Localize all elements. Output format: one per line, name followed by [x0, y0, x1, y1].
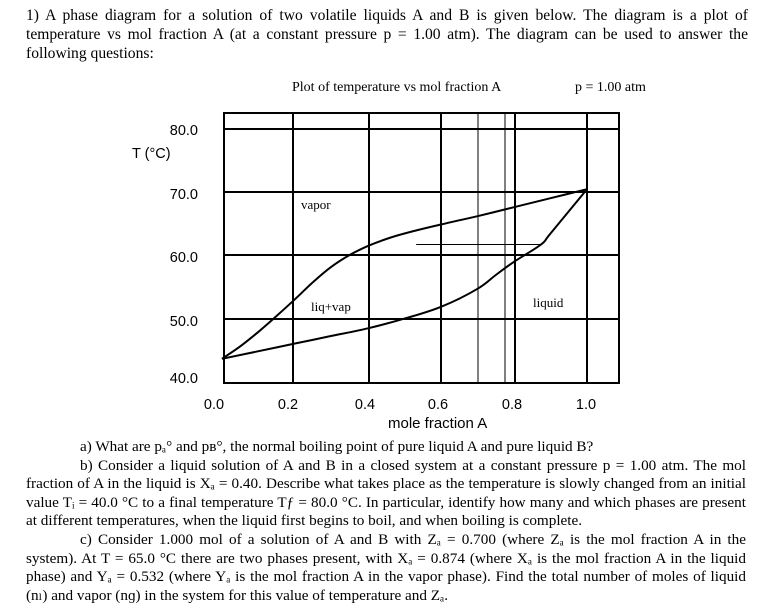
x-tick-label: 0.0	[203, 397, 225, 413]
region-label-two-phase: liq+vap	[311, 299, 351, 314]
question-c: c) Consider 1.000 mol of a solution of A and B with Zₐ = 0.700 (where Zₐ is the mol fraction A in the system). At T = 65.0 °C there are two phases present, with Xₐ = 0.874 (where Xₐ is the mol fraction A in the liquid phase) and Yₐ = 0.532 (where Yₐ is the mol fraction A in the vapor phase). Find the total number of moles of liquid (nₗ) and vapor (nɡ) in the system for this value of temperature and Zₐ.	[26, 530, 746, 604]
question-a: a) What are pₐ° and pʙ°, the normal boiling point of pure liquid A and pure liquid B?	[80, 438, 594, 455]
x-tick-label: 0.6	[427, 397, 449, 413]
y-tick-label: 80.0	[169, 123, 198, 139]
x-tick-label: 0.4	[354, 397, 376, 413]
plot-frame	[224, 113, 619, 383]
pressure-label: p = 1.00 atm	[575, 80, 646, 95]
chart-grid	[224, 113, 619, 383]
question-b: b) Consider a liquid solution of A and B in a closed system at a constant pressure p = 1.00 atm. The mol fraction of A in the liquid is Xₐ = 0.40. Describe what takes place as the temperature is slowly changed from an initial value Tᵢ = 40.0 °C to a final temperature Tƒ = 80.0 °C. In particular, identify how many and which phases are present at different temperatures, when the liquid first begins to boil, and when boiling is complete.	[26, 456, 746, 530]
x-tick-label: 1.0	[575, 397, 597, 413]
y-tick-label: 50.0	[169, 314, 198, 330]
questions-block	[26, 438, 746, 605]
x-axis-label: mole fraction A	[388, 415, 488, 432]
vapor-curve	[222, 189, 587, 359]
chart-title: Plot of temperature vs mol fraction A	[292, 80, 502, 95]
problem-intro: 1) A phase diagram for a solution of two volatile liquids A and B is given below. The diagram is a plot of temperature vs mol fraction A (at a constant pressure p = 1.00 atm). The diagram can be used to answer the following questions:	[26, 7, 748, 62]
y-tick-label: 40.0	[169, 371, 198, 387]
liquid-curve	[222, 189, 587, 359]
x-tick-label: 0.2	[277, 397, 299, 413]
x-tick-label: 0.8	[501, 397, 523, 413]
region-label-vapor: vapor	[301, 197, 331, 212]
y-tick-label: 70.0	[169, 187, 198, 203]
y-axis-label: T (°C)	[132, 146, 171, 162]
y-tick-label: 60.0	[169, 250, 198, 266]
region-label-liquid: liquid	[533, 295, 564, 310]
